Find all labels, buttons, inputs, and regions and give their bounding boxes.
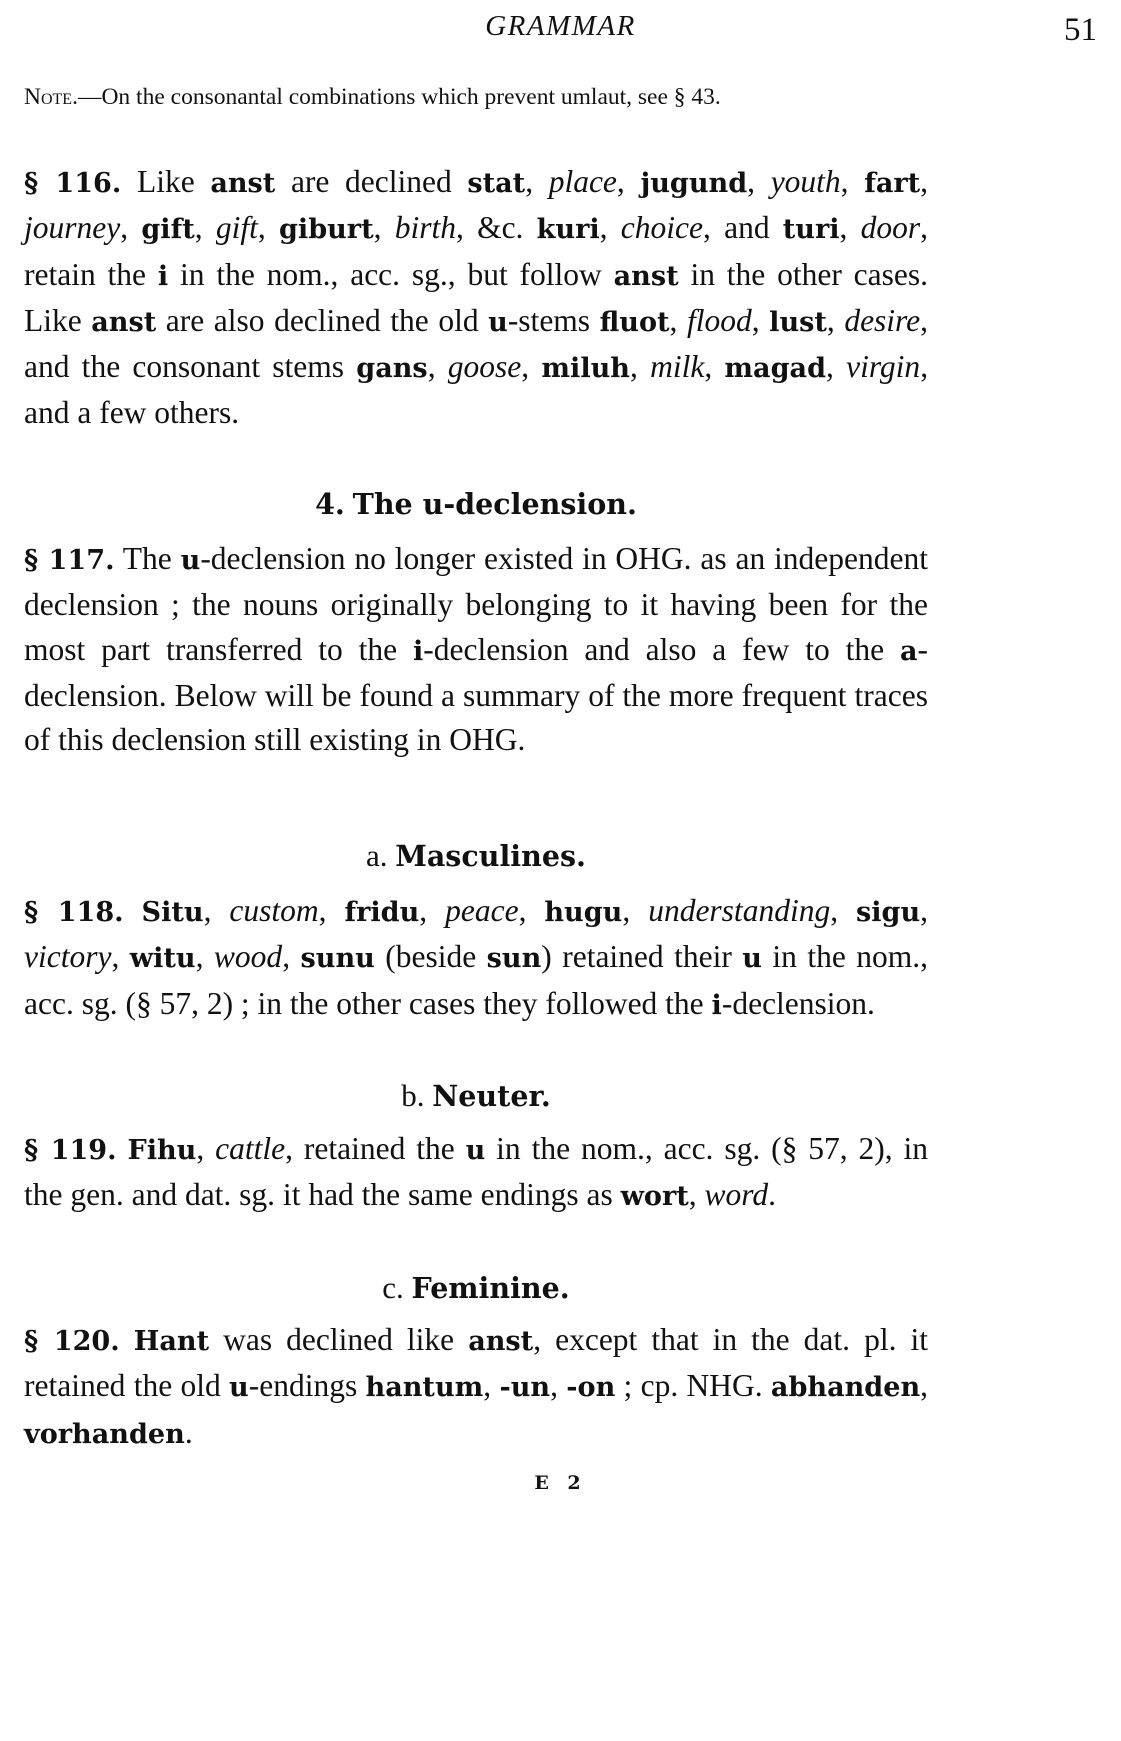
section-number: § 117. (24, 545, 115, 576)
section-number: § 119. (24, 1135, 117, 1166)
paragraph-117: § 117. The u-declension no longer existed in OHG. as an independent declension ; the nouns originally belonging to it having been for the most part transferred to the i-declension and also a few to the a-declension. Below will be found a summary of the more frequent traces of this declension still existing in OHG. (24, 541, 929, 758)
heading-number: 4. (315, 487, 345, 521)
section-number: § 118. (24, 897, 124, 928)
page-header (24, 8, 1097, 48)
section-number: § 120. (24, 1326, 120, 1357)
paragraph-120: § 120. Hant was declined like anst, except that in the dat. pl. it retained the old u-endings hantum, -un, -on ; cp. NHG. abhanden, vorhanden. (24, 1322, 929, 1450)
running-head: GRAMMAR (485, 10, 636, 42)
note-label: Note. (24, 84, 78, 110)
signature-mark: E 2 (534, 1472, 587, 1494)
subheading-feminine: c. Feminine. (382, 1270, 570, 1305)
note-text: —On the consonantal combinations which prevent umlaut, see § 43. (77, 84, 721, 110)
subheading-masculines: a. Masculines. (366, 838, 586, 873)
paragraph-119: § 119. Fihu, cattle, retained the u in the nom., acc. sg. (§ 57, 2), in the gen. and dat. sg. it had the same endings as wort, word. (24, 1131, 929, 1213)
paragraph-118: § 118. Situ, custom, fridu, peace, hugu, understanding, sigu, victory, witu, wood, sunu (beside sun) retained their u in the nom., acc. sg. (§ 57, 2) ; in the other cases they followed the i-declension. (24, 893, 929, 1021)
paragraph-116: § 116. Like anst are declined stat, place, jugund, youth, fart, journey, gift, gift, giburt, birth, &c. kuri, choice, and turi, door, retain the i in the nom., acc. sg., but follow anst in the other cases. Like anst are also declined the old u-stems fluot, flood, lust, desire, and the consonant stems gans, goose, miluh, milk, magad, virgin, and a few others. (24, 164, 929, 431)
heading-title: The u-declension. (352, 487, 637, 521)
page-number: 51 (1064, 12, 1097, 48)
note-paragraph (24, 78, 928, 116)
section-number: § 116. (24, 168, 122, 199)
section-heading-u-declension (24, 486, 928, 522)
subheading-neuter: b. Neuter. (401, 1078, 551, 1113)
